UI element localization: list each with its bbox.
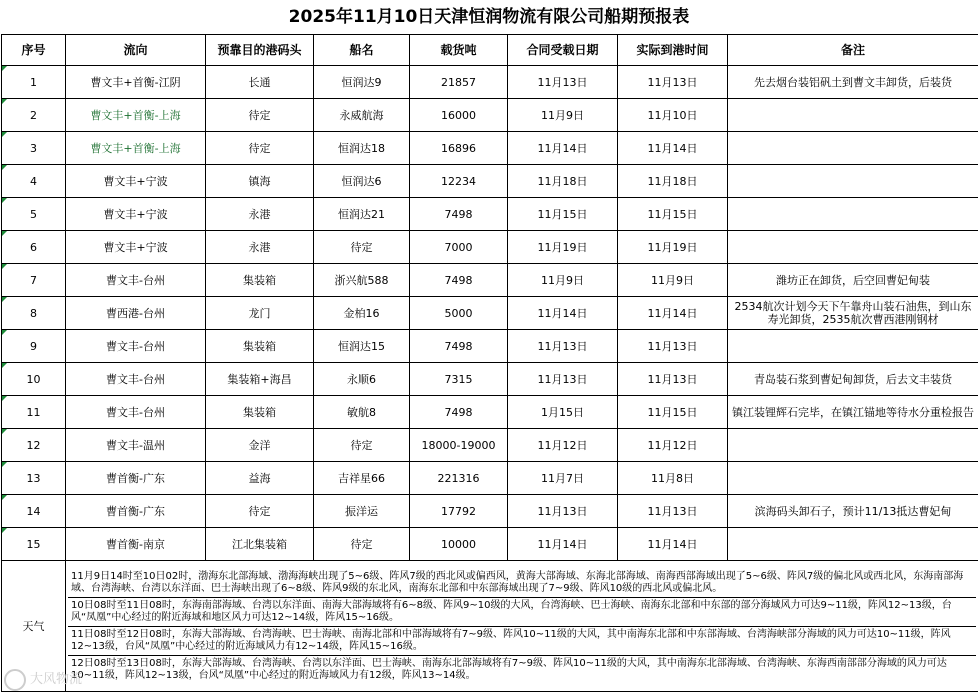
tonnage-cell: 7000 xyxy=(410,231,508,264)
page-title: 2025年11月10日天津恒润物流有限公司船期预报表 xyxy=(288,7,690,27)
seq-cell: 6 xyxy=(2,231,66,264)
contract-date-cell: 11月14日 xyxy=(508,528,618,561)
ship-cell: 永顺6 xyxy=(314,363,410,396)
port-cell: 永港 xyxy=(206,198,314,231)
ship-cell: 恒润达6 xyxy=(314,165,410,198)
remark-cell: 潍坊正在卸货，后空回曹妃甸装 xyxy=(728,264,978,297)
arrival-cell: 11月13日 xyxy=(618,66,728,99)
contract-date-cell: 11月9日 xyxy=(508,99,618,132)
route-cell: 曹文丰+首衡-上海 xyxy=(66,99,206,132)
arrival-cell: 11月13日 xyxy=(618,330,728,363)
seq-cell: 11 xyxy=(2,396,66,429)
weather-paragraph: 12日08时至13日08时，东海大部海域、台湾海峡、台湾以东洋面、巴士海峡、南海东北部海域将有7~9级、阵风10~11级的大风，其中南海东北部海域、台湾海峡、东海西南部部分海域的风力可达10~11级，阵风12~13级，台风“凤凰”中心经过的附近海域风力有12级，阵风13~14级。 xyxy=(68,655,976,684)
tonnage-cell: 5000 xyxy=(410,297,508,330)
seq-cell: 4 xyxy=(2,165,66,198)
table-row xyxy=(2,462,978,495)
remark-cell: 先去烟台装铝矾土到曹文丰卸货，后装货 xyxy=(728,66,978,99)
tonnage-cell: 16000 xyxy=(410,99,508,132)
remark-cell: 滨海码头卸石子，预计11/13抵达曹妃甸 xyxy=(728,495,978,528)
seq-cell: 12 xyxy=(2,429,66,462)
port-cell: 待定 xyxy=(206,99,314,132)
ship-cell: 待定 xyxy=(314,528,410,561)
seq-cell: 8 xyxy=(2,297,66,330)
contract-date-cell: 11月19日 xyxy=(508,231,618,264)
shipping-schedule-table xyxy=(1,34,978,692)
seq-cell: 13 xyxy=(2,462,66,495)
tonnage-cell: 16896 xyxy=(410,132,508,165)
tonnage-cell: 7498 xyxy=(410,330,508,363)
seq-cell: 3 xyxy=(2,132,66,165)
arrival-cell: 11月14日 xyxy=(618,297,728,330)
table-row xyxy=(2,66,978,99)
tonnage-cell: 12234 xyxy=(410,165,508,198)
route-cell: 曹文丰-台州 xyxy=(66,396,206,429)
ship-cell: 振洋运 xyxy=(314,495,410,528)
remark-cell xyxy=(728,231,978,264)
contract-date-cell: 11月13日 xyxy=(508,495,618,528)
route-cell: 曹文丰-台州 xyxy=(66,264,206,297)
contract-date-cell: 11月15日 xyxy=(508,198,618,231)
route-cell: 曹西港-台州 xyxy=(66,297,206,330)
contract-date-cell: 11月9日 xyxy=(508,264,618,297)
port-cell: 集装箱 xyxy=(206,264,314,297)
arrival-cell: 11月13日 xyxy=(618,363,728,396)
table-row xyxy=(2,99,978,132)
arrival-cell: 11月14日 xyxy=(618,132,728,165)
port-cell: 长通 xyxy=(206,66,314,99)
tonnage-cell: 7498 xyxy=(410,396,508,429)
tonnage-cell: 7498 xyxy=(410,198,508,231)
contract-date-cell: 11月12日 xyxy=(508,429,618,462)
header-ship: 船名 xyxy=(314,35,410,66)
table-row xyxy=(2,495,978,528)
port-cell: 集装箱 xyxy=(206,396,314,429)
arrival-cell: 11月9日 xyxy=(618,264,728,297)
route-cell: 曹文丰-温州 xyxy=(66,429,206,462)
arrival-cell: 11月8日 xyxy=(618,462,728,495)
ship-cell: 永威航海 xyxy=(314,99,410,132)
port-cell: 益海 xyxy=(206,462,314,495)
table-row xyxy=(2,396,978,429)
arrival-cell: 11月10日 xyxy=(618,99,728,132)
header-route: 流向 xyxy=(66,35,206,66)
header-port: 预靠目的港码头 xyxy=(206,35,314,66)
seq-cell: 5 xyxy=(2,198,66,231)
route-cell: 曹文丰+宁波 xyxy=(66,198,206,231)
contract-date-cell: 11月13日 xyxy=(508,66,618,99)
arrival-cell: 11月13日 xyxy=(618,495,728,528)
port-cell: 金洋 xyxy=(206,429,314,462)
tonnage-cell: 10000 xyxy=(410,528,508,561)
contract-date-cell: 11月13日 xyxy=(508,363,618,396)
arrival-cell: 11月19日 xyxy=(618,231,728,264)
watermark-text: 大风物流 xyxy=(30,672,83,687)
table-row xyxy=(2,363,978,396)
watermark xyxy=(4,668,164,692)
route-cell: 曹文丰+宁波 xyxy=(66,165,206,198)
weather-label: 天气 xyxy=(2,561,66,692)
remark-cell xyxy=(728,198,978,231)
port-cell: 集装箱+海昌 xyxy=(206,363,314,396)
remark-cell xyxy=(728,165,978,198)
header-tonnage: 载货吨 xyxy=(410,35,508,66)
seq-cell: 1 xyxy=(2,66,66,99)
header-contract-date: 合同受载日期 xyxy=(508,35,618,66)
ship-cell: 浙兴航588 xyxy=(314,264,410,297)
header-remark: 备注 xyxy=(728,35,978,66)
header-seq: 序号 xyxy=(2,35,66,66)
route-cell: 曹文丰+首衡-江阴 xyxy=(66,66,206,99)
arrival-cell: 11月12日 xyxy=(618,429,728,462)
ship-cell: 恒润达15 xyxy=(314,330,410,363)
table-row xyxy=(2,264,978,297)
seq-cell: 2 xyxy=(2,99,66,132)
header-arrival: 实际到港时间 xyxy=(618,35,728,66)
tonnage-cell: 17792 xyxy=(410,495,508,528)
route-cell: 曹文丰-台州 xyxy=(66,330,206,363)
tonnage-cell: 7315 xyxy=(410,363,508,396)
contract-date-cell: 11月13日 xyxy=(508,330,618,363)
ship-cell: 恒润达18 xyxy=(314,132,410,165)
tonnage-cell: 7498 xyxy=(410,264,508,297)
remark-cell xyxy=(728,528,978,561)
remark-cell xyxy=(728,429,978,462)
contract-date-cell: 11月14日 xyxy=(508,297,618,330)
contract-date-cell: 11月18日 xyxy=(508,165,618,198)
ship-cell: 恒润达21 xyxy=(314,198,410,231)
remark-cell xyxy=(728,330,978,363)
contract-date-cell: 11月7日 xyxy=(508,462,618,495)
route-cell: 曹首衡-广东 xyxy=(66,462,206,495)
seq-cell: 15 xyxy=(2,528,66,561)
contract-date-cell: 1月15日 xyxy=(508,396,618,429)
weather-paragraph: 11日08时至12日08时，东海大部海域、台湾海峡、巴士海峡、南海北部和中部海域将有7~9级、阵风10~11级的大风，其中南海东北部和中东部海域、台湾海峡部分海域的风力可达10~11级，阵风12~13级，台风“凤凰”中心经过的附近海域风力有12~14级，阵风15~16级。 xyxy=(68,626,976,655)
tonnage-cell: 21857 xyxy=(410,66,508,99)
remark-cell xyxy=(728,462,978,495)
weather-paragraph: 11月9日14时至10日02时，渤海东北部海域、渤海海峡出现了5~6级、阵风7级的西北风或偏西风，黄海大部海域、东海北部海域、南海西部海域出现了5~6级、阵风7级的偏北风或西北风，东海南部海域、台湾海峡、台湾以东洋面、巴士海峡出现了6~8级、阵风9级的东北风，南海东北部和中东部海域出现了7~9级、阵风10级的西北风或偏北风。 xyxy=(71,570,964,594)
table-row xyxy=(2,429,978,462)
contract-date-cell: 11月14日 xyxy=(508,132,618,165)
remark-cell: 2534航次计划今天下午靠舟山装石油焦，到山东寿光卸货，2535航次曹西港刚钢材 xyxy=(728,297,978,330)
ship-cell: 恒润达9 xyxy=(314,66,410,99)
route-cell: 曹文丰+宁波 xyxy=(66,231,206,264)
arrival-cell: 11月14日 xyxy=(618,528,728,561)
port-cell: 待定 xyxy=(206,495,314,528)
remark-cell xyxy=(728,99,978,132)
remark-cell: 镇江装锂辉石完毕，在镇江锚地等待水分重检报告 xyxy=(728,396,978,429)
ship-cell: 敏航8 xyxy=(314,396,410,429)
table-row xyxy=(2,132,978,165)
seq-cell: 14 xyxy=(2,495,66,528)
weather-paragraph: 10日08时至11日08时，东海南部海域、台湾以东洋面、南海大部海域将有6~8级、阵风9~10级的大风，台湾海峡、巴士海峡、南海东北部和中东部的部分海域风力可达9~11级，阵风12~13级，台风“凤凰”中心经过的附近海域和地区风力可达12~14级，阵风15~16级。 xyxy=(68,597,976,626)
seq-cell: 9 xyxy=(2,330,66,363)
port-cell: 龙门 xyxy=(206,297,314,330)
route-cell: 曹文丰-台州 xyxy=(66,363,206,396)
table-row xyxy=(2,297,978,330)
remark-cell: 青岛装石浆到曹妃甸卸货，后去文丰装货 xyxy=(728,363,978,396)
table-row xyxy=(2,231,978,264)
port-cell: 待定 xyxy=(206,132,314,165)
port-cell: 集装箱 xyxy=(206,330,314,363)
tonnage-cell: 18000-19000 xyxy=(410,429,508,462)
port-cell: 镇海 xyxy=(206,165,314,198)
table-row xyxy=(2,198,978,231)
ship-cell: 金柏16 xyxy=(314,297,410,330)
table-row xyxy=(2,330,978,363)
weather-text-cell xyxy=(66,561,978,692)
header-row xyxy=(2,35,978,66)
port-cell: 永港 xyxy=(206,231,314,264)
seq-cell: 10 xyxy=(2,363,66,396)
ship-cell: 待定 xyxy=(314,231,410,264)
seq-cell: 7 xyxy=(2,264,66,297)
table-row xyxy=(2,165,978,198)
route-cell: 曹首衡-南京 xyxy=(66,528,206,561)
arrival-cell: 11月18日 xyxy=(618,165,728,198)
arrival-cell: 11月15日 xyxy=(618,396,728,429)
table-row xyxy=(2,528,978,561)
tonnage-cell: 221316 xyxy=(410,462,508,495)
remark-cell xyxy=(728,132,978,165)
route-cell: 曹文丰+首衡-上海 xyxy=(66,132,206,165)
route-cell: 曹首衡-广东 xyxy=(66,495,206,528)
ship-cell: 吉祥星66 xyxy=(314,462,410,495)
watermark-logo-icon xyxy=(4,669,26,691)
port-cell: 江北集装箱 xyxy=(206,528,314,561)
ship-cell: 待定 xyxy=(314,429,410,462)
arrival-cell: 11月15日 xyxy=(618,198,728,231)
